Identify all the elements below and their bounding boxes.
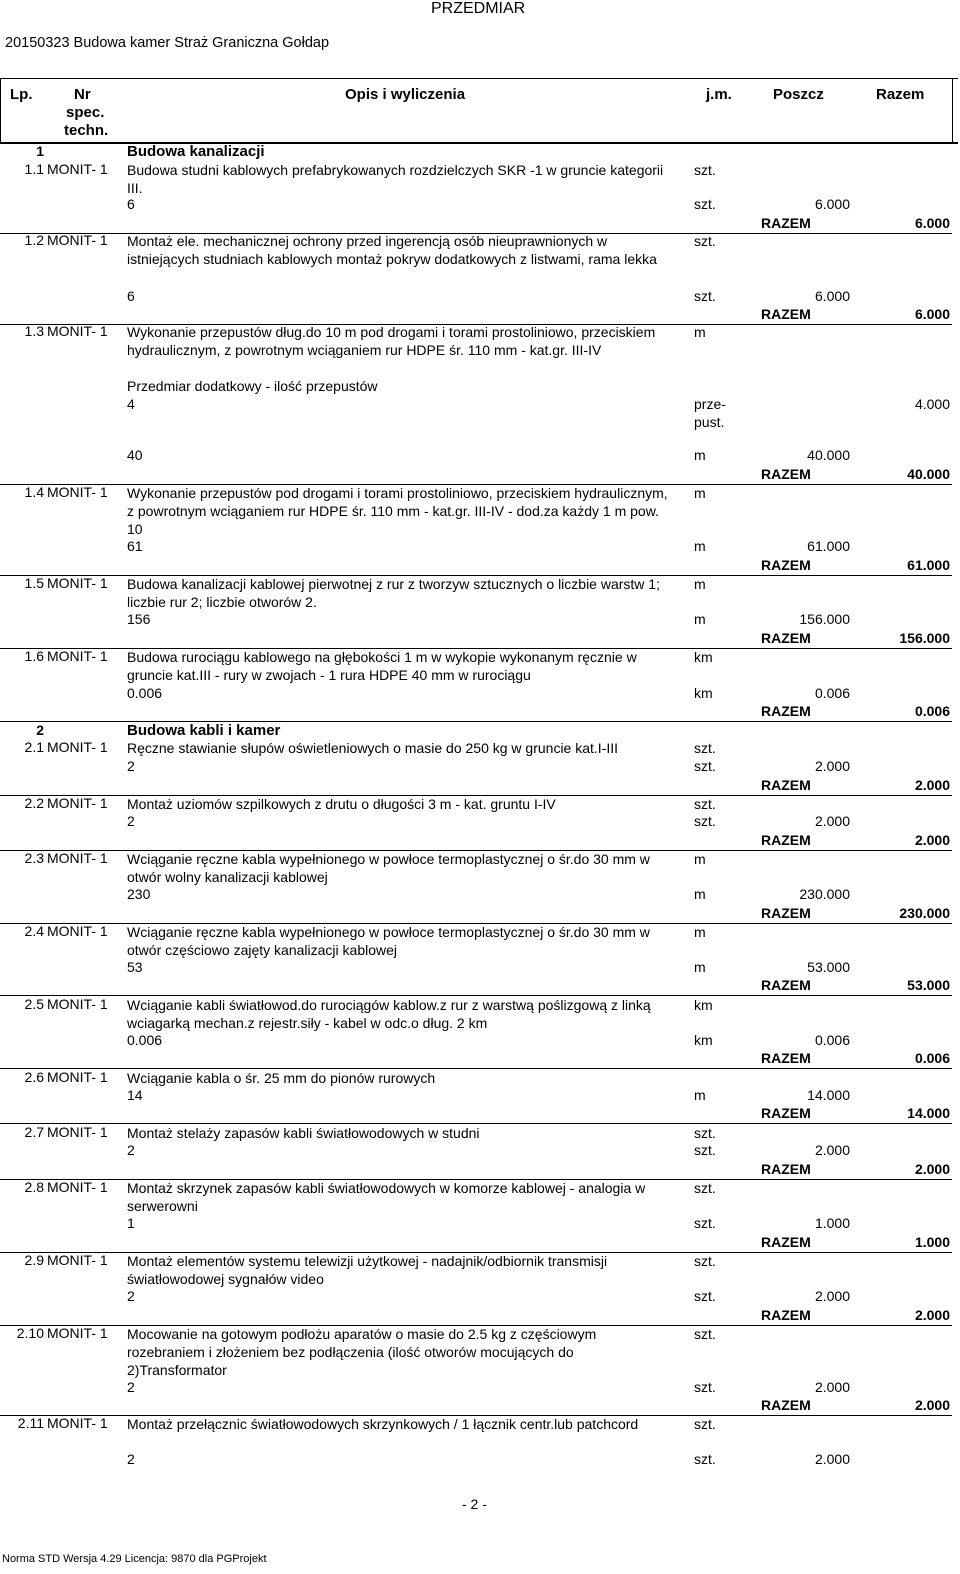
- extra-quantity: 4: [127, 396, 135, 412]
- section-number: 2: [36, 722, 44, 738]
- razem-value: 40.000: [907, 466, 950, 482]
- razem-label: RAZEM: [761, 905, 811, 921]
- item-number: 2.5: [24, 996, 44, 1012]
- razem-label: RAZEM: [761, 1105, 811, 1121]
- razem-label: RAZEM: [761, 215, 811, 231]
- calc-value: 14.000: [807, 1087, 850, 1103]
- item-unit: m: [694, 576, 706, 592]
- item-number: 1.2: [24, 232, 44, 248]
- col-header-techn: techn.: [64, 122, 109, 139]
- razem-value: 0.006: [914, 1050, 950, 1066]
- item-code: MONIT- 1: [47, 1415, 108, 1431]
- item-number: 1.1: [24, 161, 44, 177]
- item-code: MONIT- 1: [47, 1179, 108, 1195]
- item-unit: m: [694, 851, 706, 867]
- calc-unit: szt.: [694, 1142, 716, 1158]
- item-description: Wciąganie kabla o śr. 25 mm do pionów rurowych: [127, 1070, 436, 1086]
- calc-unit: szt.: [694, 1215, 716, 1231]
- item-description: Wykonanie przepustów pod drogami i torami prostoliniowo, przeciskiem hydraulicznym, z powrotnym wciąganiem rur HDPE śr. 110 mm - kat.gr. III-IV - dod.za każdy 1 m pow. 10: [127, 485, 668, 537]
- item-code: MONIT- 1: [47, 575, 108, 591]
- razem-label: RAZEM: [761, 466, 811, 482]
- calc-value: 40.000: [807, 447, 850, 463]
- calc-unit: szt.: [694, 196, 716, 212]
- razem-label: RAZEM: [761, 977, 811, 993]
- item-description: Mocowanie na gotowym podłożu aparatów o masie do 2.5 kg z częściowym rozebraniem i złożeniem bez podłączenia (ilość otworów mocujących do 2)Transformator: [127, 1326, 597, 1378]
- calc-quantity: 61: [127, 538, 143, 554]
- calc-value: 6.000: [814, 196, 850, 212]
- item-number: 1.6: [24, 648, 44, 664]
- item-unit: szt.: [694, 796, 716, 812]
- calc-unit: m: [694, 1087, 706, 1103]
- calc-quantity: 2: [127, 1288, 135, 1304]
- calc-quantity: 2: [127, 1142, 135, 1158]
- razem-label: RAZEM: [761, 1161, 811, 1177]
- calc-value: 53.000: [807, 959, 850, 975]
- calc-unit: km: [694, 685, 713, 701]
- razem-value: 2.000: [914, 1161, 950, 1177]
- item-description: Budowa studni kablowych prefabrykowanych rozdzielczych SKR -1 w gruncie kategorii III.: [127, 162, 664, 196]
- item-code: MONIT- 1: [47, 795, 108, 811]
- razem-value: 0.006: [914, 703, 950, 719]
- extra-value: 4.000: [914, 396, 950, 412]
- calc-quantity: 6: [127, 288, 135, 304]
- item-number: 2.1: [24, 739, 44, 755]
- item-description: Montaż ele. mechanicznej ochrony przed ingerencją osób nieuprawnionych w istniejących studniach kablowych montaż pokryw dodatkowych z listwami, rama lekka: [127, 233, 657, 267]
- item-unit: szt.: [694, 1180, 716, 1196]
- section-number: 1: [36, 143, 44, 159]
- item-unit: szt.: [694, 1125, 716, 1141]
- calc-quantity: 2: [127, 758, 135, 774]
- col-header-opis: Opis i wyliczenia: [345, 86, 466, 103]
- item-description: Montaż skrzynek zapasów kabli światłowodowych w komorze kablowej - analogia w serwerowni: [127, 1180, 646, 1214]
- razem-label: RAZEM: [761, 832, 811, 848]
- col-header-spec: spec.: [66, 104, 105, 121]
- calc-quantity: 0.006: [127, 1032, 163, 1048]
- calc-quantity: 230: [127, 886, 151, 902]
- item-code: MONIT- 1: [47, 739, 108, 755]
- item-description: Ręczne stawianie słupów oświetleniowych o masie do 250 kg w gruncie kat.I-III: [127, 740, 619, 756]
- item-number: 2.7: [24, 1124, 44, 1140]
- item-code: MONIT- 1: [47, 484, 108, 500]
- calc-unit: m: [694, 886, 706, 902]
- calc-quantity: 156: [127, 611, 151, 627]
- item-number: 2.2: [24, 795, 44, 811]
- calc-value: 1.000: [814, 1215, 850, 1231]
- calc-value: 156.000: [799, 611, 850, 627]
- item-code: MONIT- 1: [47, 232, 108, 248]
- item-unit: szt.: [694, 162, 716, 178]
- razem-value: 1.000: [914, 1234, 950, 1250]
- calc-quantity: 2: [127, 813, 135, 829]
- calc-value: 230.000: [799, 886, 850, 902]
- calc-value: 2.000: [814, 1288, 850, 1304]
- col-header-nr: Nr: [74, 86, 91, 103]
- item-code: MONIT- 1: [47, 996, 108, 1012]
- calc-value: 0.006: [814, 1032, 850, 1048]
- col-header-poszcz: Poszcz: [773, 86, 824, 103]
- razem-value: 2.000: [914, 777, 950, 793]
- razem-label: RAZEM: [761, 703, 811, 719]
- col-header-jm: j.m.: [706, 86, 732, 103]
- item-code: MONIT- 1: [47, 323, 108, 339]
- page-number: - 2 -: [462, 1496, 487, 1512]
- item-number: 2.6: [24, 1069, 44, 1085]
- item-description: Montaż uziomów szpilkowych z drutu o długości 3 m - kat. gruntu I-IV: [127, 796, 556, 812]
- razem-label: RAZEM: [761, 1307, 811, 1323]
- item-unit: m: [694, 485, 706, 501]
- calc-value: 2.000: [814, 1451, 850, 1467]
- razem-value: 2.000: [914, 832, 950, 848]
- razem-value: 230.000: [899, 905, 950, 921]
- calc-quantity: 2: [127, 1451, 135, 1467]
- item-code: MONIT- 1: [47, 161, 108, 177]
- calc-unit: szt.: [694, 1451, 716, 1467]
- razem-label: RAZEM: [761, 630, 811, 646]
- section-title: Budowa kabli i kamer: [127, 722, 281, 739]
- calc-unit: m: [694, 611, 706, 627]
- calc-quantity: 1: [127, 1215, 135, 1231]
- calc-value: 2.000: [814, 813, 850, 829]
- extra-description: Przedmiar dodatkowy - ilość przepustów: [127, 378, 378, 394]
- calc-quantity: 14: [127, 1087, 143, 1103]
- item-code: MONIT- 1: [47, 923, 108, 939]
- item-description: Wciąganie ręczne kabla wypełnionego w powłoce termoplastycznej o śr.do 30 mm w otwór częściowo zajęty kanalizacji kablowej: [127, 924, 650, 958]
- calc-value: 2.000: [814, 1142, 850, 1158]
- item-unit: szt.: [694, 740, 716, 756]
- extra-unit: prze-: [694, 396, 726, 412]
- calc-value: 2.000: [814, 1379, 850, 1395]
- item-unit: szt.: [694, 233, 716, 249]
- calc-value: 6.000: [814, 288, 850, 304]
- item-number: 2.11: [17, 1415, 44, 1431]
- calc-unit: szt.: [694, 1288, 716, 1304]
- calc-quantity: 40: [127, 447, 143, 463]
- item-description: Montaż przełącznic światłowodowych skrzynkowych / 1 łącznik centr.lub patchcord: [127, 1416, 639, 1432]
- item-number: 2.8: [24, 1179, 44, 1195]
- razem-label: RAZEM: [761, 777, 811, 793]
- item-number: 2.10: [16, 1325, 44, 1341]
- item-unit: szt.: [694, 1253, 716, 1269]
- document-title: PRZEDMIAR: [431, 0, 526, 17]
- item-unit: km: [694, 649, 713, 665]
- item-number: 2.3: [24, 850, 44, 866]
- item-code: MONIT- 1: [47, 1069, 108, 1085]
- razem-value: 6.000: [914, 215, 950, 231]
- razem-value: 2.000: [914, 1307, 950, 1323]
- item-unit: m: [694, 324, 706, 340]
- razem-value: 156.000: [899, 630, 950, 646]
- calc-unit: szt.: [694, 813, 716, 829]
- razem-label: RAZEM: [761, 1234, 811, 1250]
- item-code: MONIT- 1: [47, 1252, 108, 1268]
- calc-quantity: 0.006: [127, 685, 163, 701]
- col-header-lp: Lp.: [10, 86, 33, 103]
- calc-unit: km: [694, 1032, 713, 1048]
- razem-value: 14.000: [907, 1105, 950, 1121]
- col-header-razem: Razem: [876, 86, 925, 103]
- razem-label: RAZEM: [761, 1397, 811, 1413]
- item-description: Budowa rurociągu kablowego na głębokości 1 m w wykopie wykonanym ręcznie w gruncie kat.III - rury w zwojach - 1 rura HDPE 40 mm w rurociągu: [127, 649, 637, 683]
- calc-quantity: 2: [127, 1379, 135, 1395]
- item-description: Montaż elementów systemu telewizji użytkowej - nadajnik/odbiornik transmisji światłowodowej sygnałów video: [127, 1253, 608, 1287]
- item-description: Wciąganie ręczne kabla wypełnionego w powłoce termoplastycznej o śr.do 30 mm w otwór wolny kanalizacji kablowej: [127, 851, 650, 885]
- calc-quantity: 53: [127, 959, 143, 975]
- item-number: 1.3: [24, 323, 44, 339]
- row-separator: [0, 721, 952, 722]
- razem-value: 6.000: [914, 306, 950, 322]
- item-description: Wciąganie kabli światłowod.do rurociągów kablow.z rur z warstwą poślizgową z linką wciagarką mechan.z rejestr.siły - kabel w odc.o dług. 2 km: [127, 997, 651, 1031]
- item-code: MONIT- 1: [47, 1124, 108, 1140]
- calc-unit: szt.: [694, 758, 716, 774]
- item-code: MONIT- 1: [47, 1325, 108, 1341]
- item-number: 2.9: [24, 1252, 44, 1268]
- calc-unit: m: [694, 959, 706, 975]
- software-note: Norma STD Wersja 4.29 Licencja: 9870 dla PGProjekt: [2, 1553, 267, 1565]
- razem-label: RAZEM: [761, 1050, 811, 1066]
- item-unit: m: [694, 924, 706, 940]
- razem-label: RAZEM: [761, 557, 811, 573]
- section-title: Budowa kanalizacji: [127, 143, 265, 160]
- razem-value: 61.000: [907, 557, 950, 573]
- item-number: 1.4: [24, 484, 44, 500]
- razem-value: 2.000: [914, 1397, 950, 1413]
- item-number: 1.5: [24, 575, 44, 591]
- calc-unit: szt.: [694, 1379, 716, 1395]
- item-unit: km: [694, 997, 713, 1013]
- calc-value: 0.006: [814, 685, 850, 701]
- item-description: Montaż stelaży zapasów kabli światłowodowych w studni: [127, 1125, 480, 1141]
- item-code: MONIT- 1: [47, 850, 108, 866]
- calc-unit: m: [694, 538, 706, 554]
- calc-value: 61.000: [807, 538, 850, 554]
- razem-value: 53.000: [907, 977, 950, 993]
- extra-unit-cont: pust.: [694, 414, 725, 430]
- item-description: Budowa kanalizacji kablowej pierwotnej z rur z tworzyw sztucznych o liczbie warstw 1; liczbie rur 2; liczbie otworów 2.: [127, 576, 660, 610]
- item-number: 2.4: [24, 923, 44, 939]
- item-code: MONIT- 1: [47, 648, 108, 664]
- calc-quantity: 6: [127, 196, 135, 212]
- calc-value: 2.000: [814, 758, 850, 774]
- item-unit: szt.: [694, 1416, 716, 1432]
- item-unit: szt.: [694, 1326, 716, 1342]
- calc-unit: m: [694, 447, 706, 463]
- document-subtitle: 20150323 Budowa kamer Straż Graniczna Gołdap: [5, 35, 330, 51]
- item-description: Wykonanie przepustów dług.do 10 m pod drogami i torami prostoliniowo, przeciskiem hydraulicznym, z powrotnym wciąganiem rur HDPE śr. 110 mm - kat.gr. III-IV: [127, 324, 656, 358]
- razem-label: RAZEM: [761, 306, 811, 322]
- calc-unit: szt.: [694, 288, 716, 304]
